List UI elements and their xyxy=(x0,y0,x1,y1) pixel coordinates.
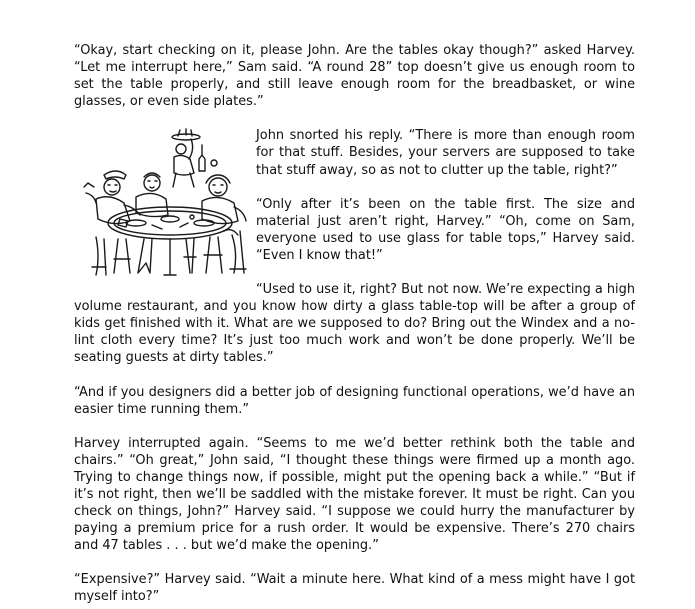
paragraph-2: John snorted his reply. “There is more than enough room for that stuff. Besides, your servers are supposed to take that stuff away, so as not to clutter up the table, right?” xyxy=(256,128,635,178)
paragraph-5: “And if you designers did a better job of designing functional operations, we’d have an easier time running them.” xyxy=(74,384,635,417)
illustrated-section xyxy=(74,127,635,366)
paragraph-6: Harvey interrupted again. “Seems to me we’d better rethink both the table and chairs.” “Oh great,” John said, “I thought these things were firmed up a month ago. Trying to change things now, if possible, might put the opening back a while.” “But if it’s not right, then we’ll be saddled with the mistake forever. It must be right. Can you check on things, John?” Harvey said. “I suppose we could hurry the manufacturer by paying a premium price for a rush order. It would be expensive. There’s 270 chairs and 47 tables . . . but we’d make the opening.” xyxy=(74,435,635,554)
paragraph-3: “Only after it’s been on the table first. The size and material just aren’t right, Harvey.” “Oh, come on Sam, everyone used to use glass for table tops,” Harvey said. “Even I know that!” xyxy=(256,196,635,263)
document-page xyxy=(74,42,635,606)
paragraph-1: “Okay, start checking on it, please John. Are the tables okay though?” asked Harvey. “Let me interrupt here,” Sam said. “A round 28” top doesn’t give us enough room to set the table properly, and still leave enough room for the breadbasket, or wine glasses, or even side plates.” xyxy=(74,43,635,110)
restaurant-diners-clipart-icon xyxy=(74,127,256,287)
paragraph-4: “Used to use it, right? But not now. We’re expecting a high volume restaurant, and you know how dirty a glass table-top will be after a group of kids get finished with it. What are we supposed to do? Bring out the Windex and a no-lint cloth every time? It’s just too much work and won’t be done properly. We’ll be seating guests at dirty tables.” xyxy=(74,282,635,366)
paragraph-7: “Expensive?” Harvey said. “Wait a minute here. What kind of a mess might have I got myself into?” xyxy=(74,572,635,605)
